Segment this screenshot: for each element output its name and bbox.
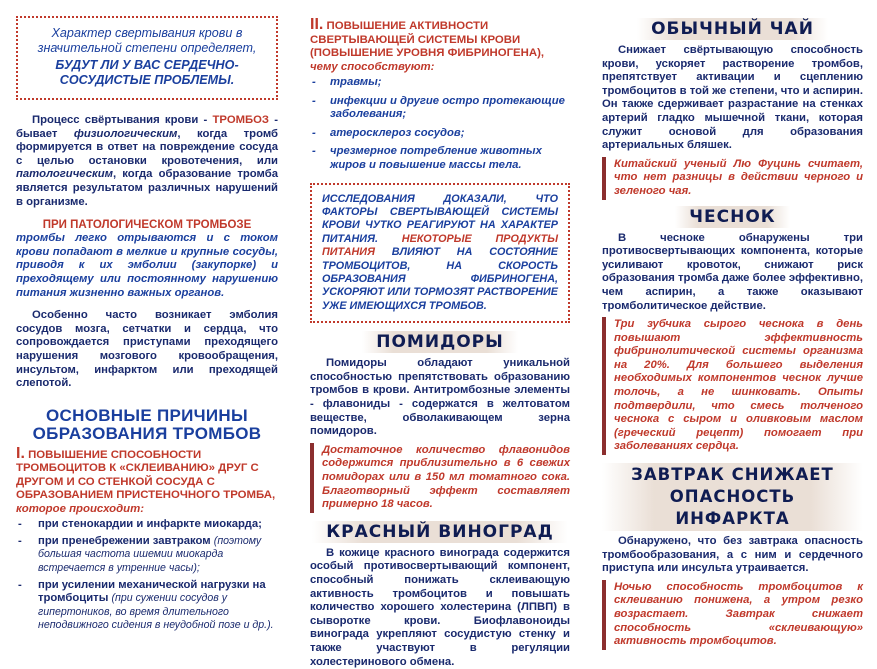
intro-line-2: БУДУТ ЛИ У ВАС СЕРДЕЧНО-СОСУДИСТЫЕ ПРОБЛЕМЫ. bbox=[55, 58, 239, 87]
list-item-text: инфекции и другие остро протекающие заболевания; bbox=[330, 94, 565, 121]
list-item bbox=[16, 535, 278, 576]
breakfast-text: Обнаружено, что без завтрака опасность тромбообразования, а с ним и сердечного приступа или инсульта утраивается. bbox=[602, 535, 863, 575]
causes-heading: ОСНОВНЫЕ ПРИЧИНЫ ОБРАЗОВАНИЯ ТРОМБОВ bbox=[32, 405, 262, 443]
dash-mark: - bbox=[312, 94, 316, 107]
grape-text: В кожице красного винограда содержится особый противосвертывающий компонент, способный понижать склеивающую активность тромбоцитов и повышать количество хорошего холестерина (ЛПВП) в сыворотке крови. Биофлавоноиды винограда укрепляют сосудистую стенку и также участвуют в регуляции холестеринового обмена. bbox=[310, 546, 570, 668]
thrombosis-term: ТРОМБОЗ bbox=[212, 114, 269, 126]
section-2-heading bbox=[310, 18, 570, 74]
tea-title: ОБЫЧНЫЙ ЧАЙ bbox=[637, 18, 828, 40]
thrombosis-paragraph bbox=[16, 114, 278, 209]
dash-mark: - bbox=[18, 578, 22, 591]
list-item bbox=[310, 127, 570, 141]
list-item bbox=[310, 76, 570, 90]
tomatoes-title-box bbox=[310, 331, 570, 353]
list-item-text: атеросклероз сосудов; bbox=[330, 126, 465, 139]
garlic-quote: Три зубчика сырого чеснока в день повышают эффективность фибринолитической системы организма на 20%. Для большего выделения необходимых компонентов чеснок лучше толочь, а не шинковать. Опыты подтвердили, что смесь толченого чеснока с сыром и оливковым маслом (греческий рецепт) помогает при заболеваниях сердца. bbox=[602, 317, 863, 455]
list-item-main: при пренебрежении завтраком bbox=[38, 534, 211, 547]
list-item bbox=[16, 518, 278, 532]
section-1-heading bbox=[16, 444, 278, 517]
section-1-number: I. bbox=[16, 444, 25, 462]
list-item bbox=[310, 145, 570, 172]
garlic-text: В чесноке обнаружены три противосвертывающих компонента, которые усиливают кровоток, снижают риск образования тромба даже более эффективно, чем аспирин, а также оказывают тромболитическое действие. bbox=[602, 231, 863, 312]
section-2-title: ПОВЫШЕНИЕ АКТИВНОСТИ СВЕРТЫВАЮЩЕЙ СИСТЕМЫ КРОВИ (ПОВЫШЕНИЕ УРОВНЯ ФИБРИНОГЕНА), bbox=[310, 20, 545, 59]
list-item-text: травмы; bbox=[330, 76, 382, 88]
p1-text-d: , когда образование тромба является результатом различных нарушений в организме. bbox=[16, 168, 278, 208]
dash-mark: - bbox=[312, 76, 316, 88]
tomatoes-quote: Достаточное количество флавонидов содержится приблизительно в 6 свежих помидорах или в 150 мл томатного сока. Благотворный эффект составляет примерно 18 часов. bbox=[310, 443, 570, 513]
tea-quote: Китайский ученый Лю Фуцинь считает, что нет разницы в действии черного и зеленого чая. bbox=[602, 157, 863, 200]
section-2-list bbox=[310, 76, 570, 173]
embolism-paragraph: Особенно часто возникает эмболия сосудов мозга, сетчатки и сердца, что сопровождается приступами преходящего нарушения мозгового кровообращения, инсультом, инфарктом или преходящей слепотой. bbox=[16, 309, 278, 390]
garlic-title: ЧЕСНОК bbox=[675, 206, 789, 228]
list-item bbox=[310, 95, 570, 122]
pathological-heading: ПРИ ПАТОЛОГИЧЕСКОМ ТРОМБОЗЕ bbox=[42, 219, 252, 232]
dash-mark: - bbox=[18, 518, 22, 531]
research-text-b: НЕКОТОРЫЕ ПРОДУКТЫ ПИТАНИЯ bbox=[322, 232, 559, 259]
p1-text-b: - бывает bbox=[16, 114, 279, 140]
section-1-sub: которое происходит: bbox=[16, 502, 145, 515]
p1-text-c: , когда тромб формируется в ответ на повреждение сосуда с целью остановки кровотечения, или bbox=[16, 127, 279, 167]
breakfast-title-box bbox=[602, 463, 863, 531]
tomatoes-text: Помидоры обладают уникальной способностью препятствовать образованию тромбов в крови. Антитромбозные элементы - флавониды - содержатся в желтоватом веществе, обволакивающем зерна помидоров. bbox=[310, 357, 570, 438]
breakfast-title-line-1: ЗАВТРАК СНИЖАЕТ bbox=[631, 465, 834, 485]
physiological-term: физиологическим bbox=[73, 127, 178, 140]
pathological-term: патологическим bbox=[16, 168, 113, 181]
list-item-main: при стенокардии и инфаркте миокарда; bbox=[38, 518, 262, 531]
column-3 bbox=[584, 0, 877, 648]
pathological-text: тромбы легко отрываются и с током крови попадают в мелкие и крупные сосуды, приводя к их эмболии (закупорке) и преходящему или постоянному нарушению питания жизненно важных органов. bbox=[16, 232, 278, 299]
list-item-note: (поэтому большая частота ишемии миокарда встречается в утренние часы); bbox=[38, 534, 262, 574]
intro-box bbox=[16, 16, 278, 100]
dash-mark: - bbox=[312, 145, 316, 158]
section-1-list bbox=[16, 518, 278, 633]
dash-mark: - bbox=[312, 126, 316, 139]
tomatoes-title: ПОМИДОРЫ bbox=[362, 331, 518, 353]
section-2-sub: чему способствуют: bbox=[310, 60, 435, 73]
tea-text: Снижает свёртывающую способность крови, ускоряет растворение тромбов, препятствует активации и сцеплению тромбоцитов в той же степени, что и аспирин. Он также сдерживает разрастание на стенках артерий гладко мышечной ткани, которая служит основой для образования артериальных бляшек. bbox=[602, 44, 863, 152]
garlic-title-box bbox=[602, 206, 863, 228]
list-item-text: чрезмерное потребление животных жиров и повышение массы тела. bbox=[330, 145, 542, 171]
tea-title-box bbox=[602, 18, 863, 40]
list-item-main: при усилении механической нагрузки на тромбоциты bbox=[38, 578, 266, 605]
grape-title-box bbox=[310, 521, 570, 543]
dash-mark: - bbox=[18, 534, 22, 547]
breakfast-title-line-2: ОПАСНОСТЬ ИНФАРКТА bbox=[669, 487, 796, 529]
breakfast-quote: Ночью способность тромбоцитов к склеиванию понижена, а утром резко возрастает. Завтрак снижает способность «склеивающую» активность тромбоцитов. bbox=[602, 580, 863, 650]
section-2-number: II. bbox=[310, 16, 324, 33]
grape-title: КРАСНЫЙ ВИНОГРАД bbox=[312, 521, 567, 543]
breakfast-title bbox=[602, 463, 863, 531]
column-2 bbox=[292, 0, 584, 668]
research-text-a: ИССЛЕДОВАНИЯ ДОКАЗАЛИ, ЧТО ФАКТОРЫ СВЕРТЫВАЮЩЕЙ СИСТЕМЫ КРОВИ ЧУТКО РЕАГИРУЮТ НА ХАРАКТЕР ПИТАНИЯ. bbox=[322, 192, 558, 245]
research-text-c: ВЛИЯЮТ НА СОСТОЯНИЕ ТРОМБОЦИТОВ, НА СКОРОСТЬ ОБРАЗОВАНИЯ ФИБРИНОГЕНА, УСКОРЯЮТ ИЛИ ТОРМОЗЯТ РАСТВОРЕНИЕ УЖЕ ИМЕЮЩИХСЯ ТРОМБОВ. bbox=[322, 246, 559, 312]
list-item bbox=[16, 579, 278, 633]
list-item-note: (при сужении сосудов у гипертоников, во время длительного неподвижного сидения в неудобной позе и др.). bbox=[38, 592, 274, 632]
section-1-title: ПОВЫШЕНИЕ СПОСОБНОСТИ ТРОМБОЦИТОВ К «СКЛЕИВАНИЮ» ДРУГ С ДРУГОМ И СО СТЕНКОЙ СОСУДА С ОБРАЗОВАНИЕМ ПРИСТЕНОЧНОГО ТРОМБА, bbox=[16, 448, 276, 502]
research-box bbox=[310, 183, 570, 324]
intro-line-1: Характер свертывания крови в значительной степени определяет, bbox=[37, 26, 257, 55]
column-1 bbox=[0, 0, 292, 632]
p1-text-a: Процесс свёртывания крови - bbox=[32, 114, 213, 126]
